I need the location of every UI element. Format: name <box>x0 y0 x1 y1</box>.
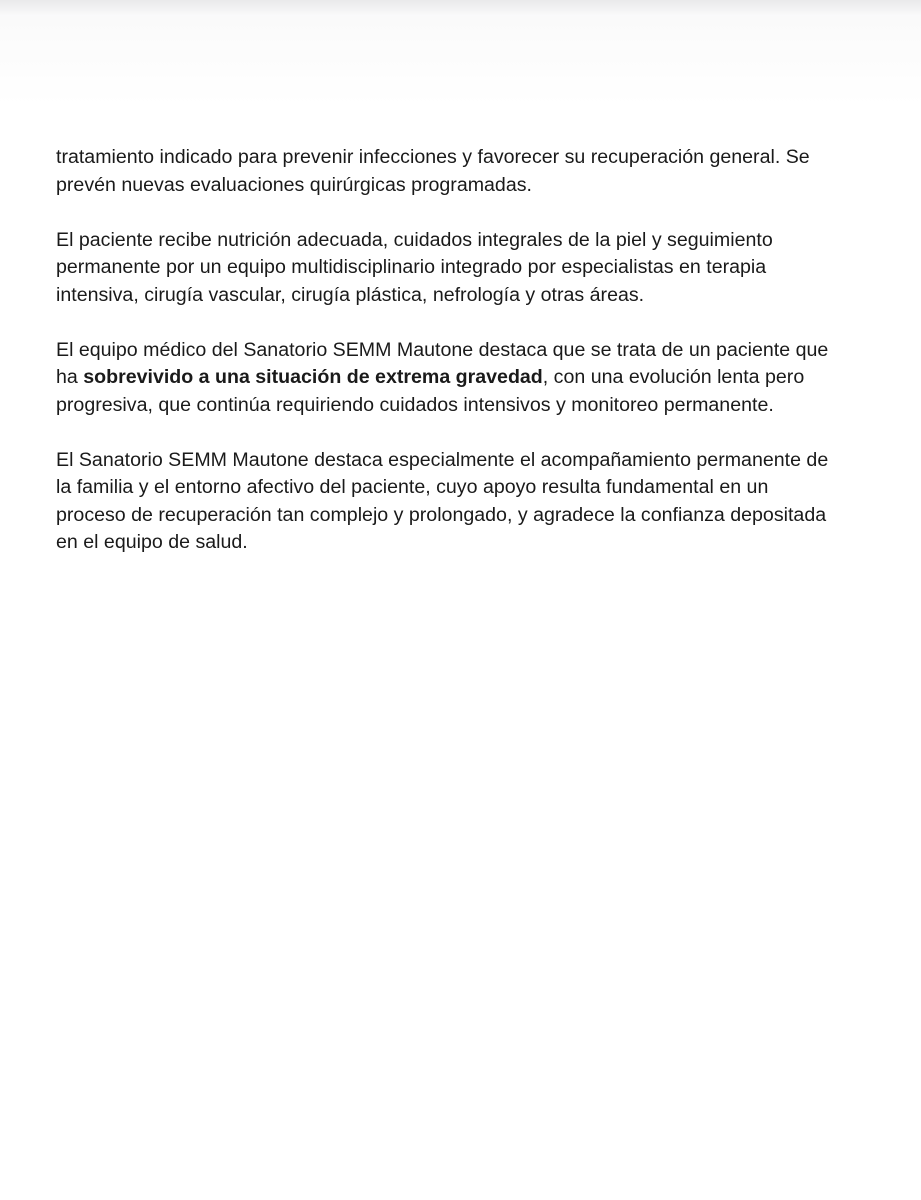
paragraph-line <box>56 364 871 392</box>
paragraph-medical-team <box>56 337 871 420</box>
paragraph-line: proceso de recuperación tan complejo y prolongado, y agradece la confianza depositada <box>56 503 827 526</box>
top-edge-fade <box>0 16 921 106</box>
paragraph-line: prevén nuevas evaluaciones quirúrgicas programadas. <box>56 173 532 196</box>
text-run: ha <box>56 366 84 388</box>
paragraph-nutrition <box>56 227 871 310</box>
paragraph-line: la familia y el entorno afectivo del paciente, cuyo apoyo resulta fundamental en un <box>56 476 769 498</box>
document-body <box>56 144 871 584</box>
text-run: , con una evolución lenta pero <box>542 366 805 388</box>
paragraph-treatment <box>56 144 871 199</box>
paragraph-line: El equipo médico del Sanatorio SEMM Mautone destaca que se trata de un paciente que <box>56 338 829 361</box>
paragraph-line: tratamiento indicado para prevenir infecciones y favorecer su recuperación general. Se <box>56 146 810 168</box>
paragraph-line: permanente por un equipo multidisciplinario integrado por especialistas en terapia <box>56 256 767 278</box>
paragraph-line: progresiva, que continúa requiriendo cuidados intensivos y monitoreo permanente. <box>56 393 774 416</box>
paragraph-line: en el equipo de salud. <box>56 531 248 553</box>
paragraph-line: El paciente recibe nutrición adecuada, cuidados integrales de la piel y seguimiento <box>56 228 773 251</box>
paragraph-line: El Sanatorio SEMM Mautone destaca especialmente el acompañamiento permanente de <box>56 448 829 471</box>
top-edge-shadow <box>0 0 921 16</box>
paragraph-line: intensiva, cirugía vascular, cirugía plástica, nefrología y otras áreas. <box>56 283 645 306</box>
bold-highlight: sobrevivido a una situación de extrema gravedad <box>83 366 543 388</box>
paragraph-family <box>56 447 871 557</box>
